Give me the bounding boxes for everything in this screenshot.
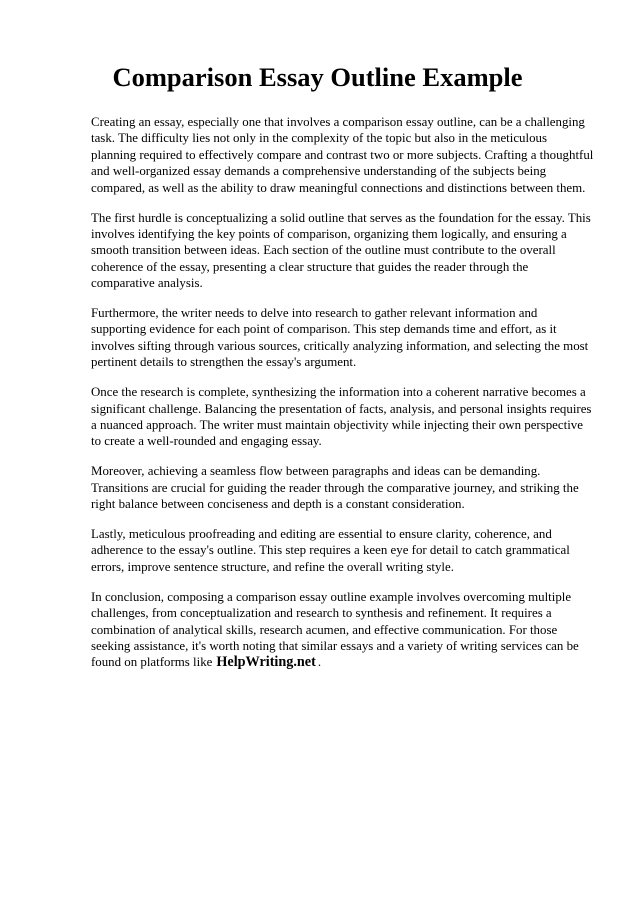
conclusion-text: In conclusion, composing a comparison essay outline example involves overcoming multiple challenges, from conceptualization and research to synthesis and refinement. It requires a combination of analytical skills, research acumen, and effective communication. For those seeking assistance, it's worth noting that similar essays and a variety of writing services can be found on platforms like	[91, 589, 579, 670]
paragraph-6: Lastly, meticulous proofreading and editing are essential to ensure clarity, coherence, and adherence to the essay's outline. This step requires a keen eye for detail to catch grammatical errors, improve sentence structure, and refine the overall writing style.	[91, 527, 570, 574]
conclusion-end: .	[317, 655, 322, 670]
helpwriting-link[interactable]: HelpWriting.net	[216, 654, 316, 671]
paragraph-3: Furthermore, the writer needs to delve into research to gather relevant information and supporting evidence for each point of comparison. This step demands time and effort, as it involves sifting through various sources, critically analyzing information, and selecting the most pertinent details to strengthen the essay's argument.	[91, 306, 589, 370]
page-title: Comparison Essay Outline Example	[112, 62, 523, 92]
paragraph-1: Creating an essay, especially one that involves a comparison essay outline, can be a challenging task. The difficulty lies not only in the complexity of the topic but also in the meticulous planning required to effectively compare and contrast two or more subjects. Crafting a thoughtful and well-organized essay demands a comprehensive understanding of the subjects being compared, as well as the ability to draw meaningful connections and distinctions between them.	[91, 115, 594, 195]
paragraph-2: The first hurdle is conceptualizing a solid outline that serves as the foundation for the essay. This involves identifying the key points of comparison, organizing them logically, and ensuring a smooth transition between ideas. Each section of the outline must contribute to the overall coherence of the essay, presenting a clear structure that guides the reader through the comparative analysis.	[91, 210, 591, 291]
conclusion-paragraph	[91, 589, 594, 671]
paragraph-5: Moreover, achieving a seamless flow between paragraphs and ideas can be demanding. Transitions are crucial for guiding the reader through the comparative journey, and striking the right balance between conciseness and depth is a constant consideration.	[91, 464, 579, 512]
paragraph-4: Once the research is complete, synthesizing the information into a coherent narrative becomes a significant challenge. Balancing the presentation of facts, analysis, and personal insights requires a nuanced approach. The writer must maintain objectivity while injecting their own perspective to create a well-rounded and engaging essay.	[91, 385, 592, 449]
